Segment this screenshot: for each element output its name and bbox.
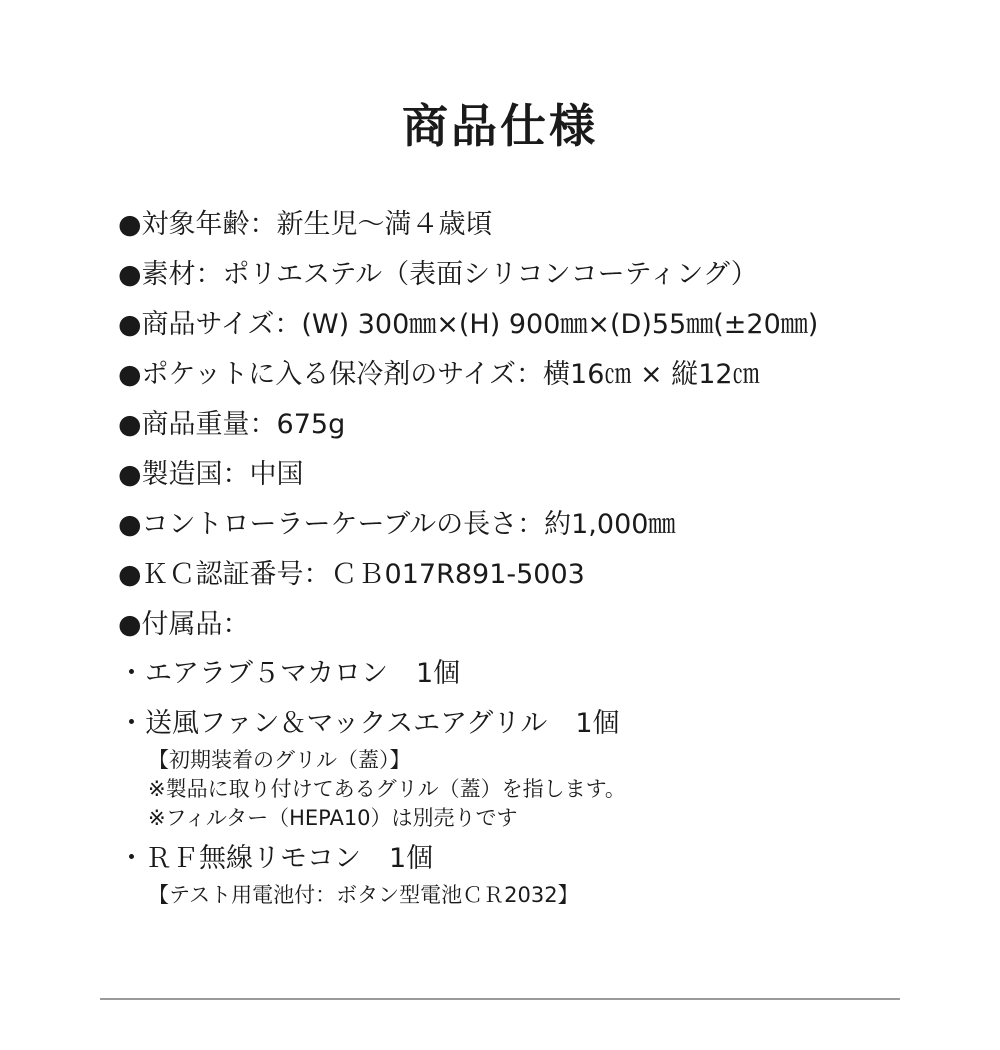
accessory-line: [118, 702, 978, 746]
accessory-list: [118, 652, 978, 917]
bottom-divider: [100, 998, 900, 1000]
accessory-quantity: 1個: [416, 658, 461, 689]
spec-kc-certification: ●ＫＣ認証番号：ＣＢ017R891-5003: [118, 559, 585, 590]
spec-list: [118, 203, 978, 653]
spec-target-age: ●対象年齢：新生児〜満４歳頃: [118, 209, 493, 240]
accessory-quantity: 1個: [575, 708, 620, 739]
page-title: 商品仕様: [402, 99, 598, 153]
accessory-quantity: 1個: [389, 843, 434, 874]
accessory-notes: [148, 881, 978, 910]
spec-product-size: ●商品サイズ：(W) 300㎜×(H) 900㎜×(D)55㎜(±20㎜): [118, 309, 819, 340]
accessory-item-fan-grill: [118, 702, 978, 837]
spec-ice-pack-size: ●ポケットに入る保冷剤のサイズ：横16㎝ × 縦12㎝: [118, 359, 760, 390]
accessory-note: 【初期装着のグリル（蓋）】: [148, 748, 411, 772]
spec-material: ●素材：ポリエステル（表面シリコンコーティング）: [118, 259, 758, 290]
accessory-note: ※フィルター（HEPA10）は別売りです: [148, 806, 518, 830]
accessory-item-macaron: [118, 652, 978, 702]
accessory-line: [118, 652, 978, 696]
spec-country-of-origin: ●製造国：中国: [118, 459, 304, 490]
spec-accessories-heading: ●付属品：: [118, 609, 250, 640]
accessory-name: ・ＲＦ無線リモコン: [118, 843, 361, 874]
accessory-note: 【テスト用電池付：ボタン型電池ＣＲ2032】: [148, 883, 579, 907]
accessory-note: ※製品に取り付けてあるグリル（蓋）を指します。: [148, 777, 626, 801]
accessory-notes: [148, 746, 978, 833]
spec-cable-length: ●コントローラーケーブルの長さ：約1,000㎜: [118, 509, 676, 540]
accessory-item-remote: [118, 837, 978, 917]
accessory-name: ・送風ファン＆マックスエアグリル: [118, 708, 548, 739]
accessory-line: [118, 837, 978, 881]
spec-weight: ●商品重量：675g: [118, 409, 346, 440]
accessory-name: ・エアラブ５マカロン: [118, 658, 388, 689]
